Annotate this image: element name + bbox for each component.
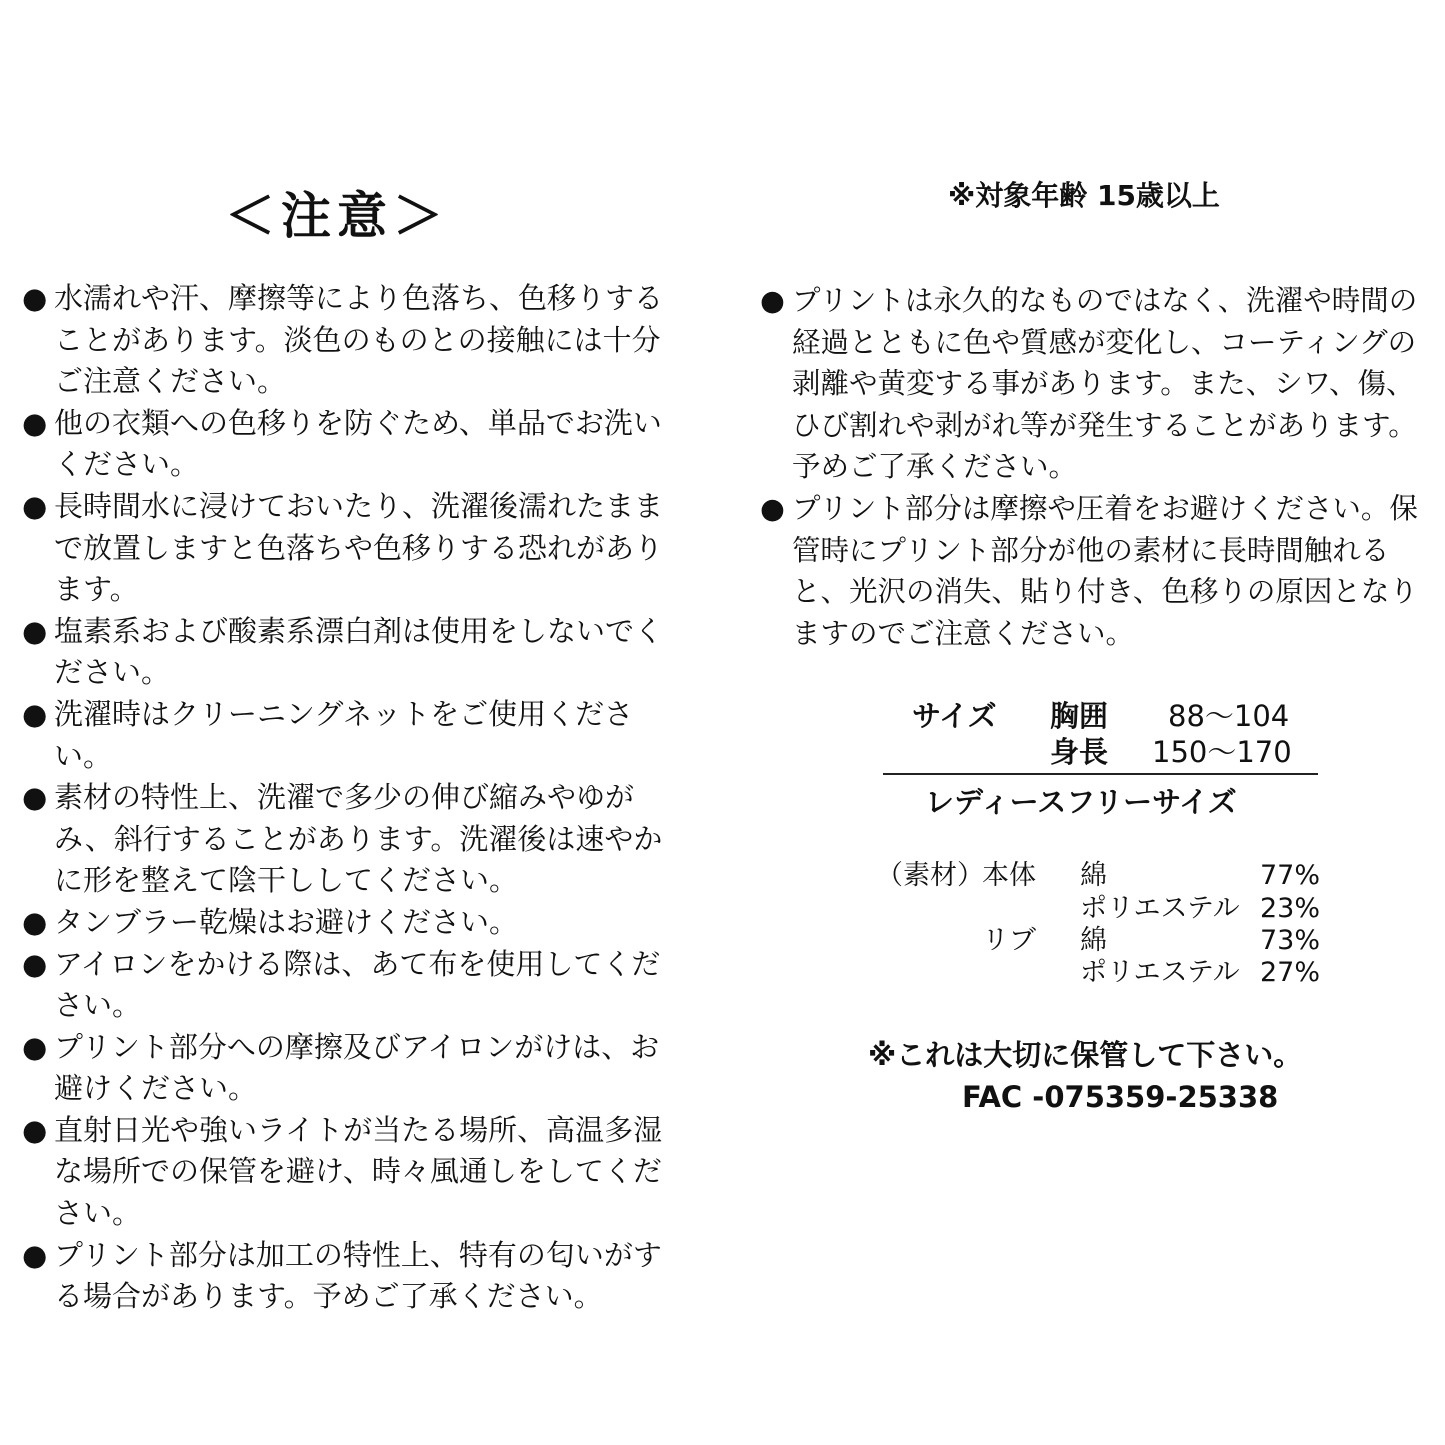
material-part-rib: リブ <box>982 925 1036 956</box>
caution-item: ● プリント部分は加工の特性上、特有の匂いがする場合があります。予めご了承ください。 <box>22 1235 688 1318</box>
size-label: サイズ <box>912 699 997 733</box>
material-percent: 73% <box>1260 925 1321 956</box>
bullet-icon: ● <box>760 284 785 317</box>
material-percent: 27% <box>1260 957 1321 988</box>
caution-list <box>22 278 688 1318</box>
bullet-icon: ● <box>22 1237 48 1272</box>
caution-item: ● アイロンをかける際は、あて布を使用してください。 <box>22 944 688 1027</box>
chest-label: 胸囲 <box>1050 699 1109 733</box>
bullet-icon: ● <box>22 613 48 648</box>
print-caution-item: ● プリント部分は摩擦や圧着をお避けください。保管時にプリント部分が他の素材に長時間触れると、光沢の消失、貼り付き、色移りの原因となりますのでご注意ください。 <box>760 488 1435 654</box>
bullet-icon: ● <box>22 696 48 731</box>
height-value: 150～170 <box>1152 735 1292 769</box>
material-fiber: ポリエステル <box>1080 957 1240 988</box>
material-percent: 23% <box>1260 893 1321 924</box>
material-part-body: 本体 <box>982 860 1036 891</box>
bullet-icon: ● <box>22 1029 48 1064</box>
caution-item: ● 長時間水に浸けておいたり、洗濯後濡れたままで放置しますと色落ちや色移りする恐れがあります。 <box>22 486 688 611</box>
material-percent: 77% <box>1260 860 1321 891</box>
caution-item: ● 洗濯時はクリーニングネットをご使用ください。 <box>22 694 688 777</box>
material-fiber: 綿 <box>1080 860 1107 891</box>
caution-item: ● 直射日光や強いライトが当たる場所、高温多湿な場所での保管を避け、時々風通しをしてください。 <box>22 1110 688 1235</box>
caution-item: ● 水濡れや汗、摩擦等により色落ち、色移りすることがあります。淡色のものとの接触には十分ご注意ください。 <box>22 278 688 403</box>
bullet-icon: ● <box>22 405 48 440</box>
material-fiber: 綿 <box>1080 925 1107 956</box>
bullet-icon: ● <box>22 904 48 939</box>
keep-notice: ※これは大切に保管して下さい。 <box>868 1038 1303 1072</box>
print-caution-list <box>760 280 1435 654</box>
product-code: FAC -075359-25338 <box>962 1080 1279 1114</box>
caution-item: ● 素材の特性上、洗濯で多少の伸び縮みやゆがみ、斜行することがあります。洗濯後は速やかに形を整えて陰干ししてください。 <box>22 777 688 902</box>
size-divider <box>883 773 1318 775</box>
material-fiber: ポリエステル <box>1080 893 1240 924</box>
caution-item: ● タンブラー乾燥はお避けください。 <box>22 902 688 944</box>
bullet-icon: ● <box>22 1112 48 1147</box>
bullet-icon: ● <box>22 281 48 315</box>
free-size-label: レディースフリーサイズ <box>925 785 1237 819</box>
caution-item: ● プリント部分への摩擦及びアイロンがけは、お避けください。 <box>22 1027 688 1110</box>
print-caution-item: ● プリントは永久的なものではなく、洗濯や時間の経過とともに色や質感が変化し、コーティングの剥離や黄変する事があります。また、シワ、傷、ひび割れや剥がれ等が発生することがあります。予めご了承ください。 <box>760 280 1435 488</box>
material-label: （素材） <box>876 860 984 891</box>
bullet-icon: ● <box>760 491 785 525</box>
age-notice: ※対象年齢 15歳以上 <box>948 179 1220 212</box>
bullet-icon: ● <box>22 780 48 815</box>
height-label: 身長 <box>1050 735 1109 769</box>
chest-value: 88～104 <box>1168 699 1290 733</box>
caution-title: ＜注意＞ <box>225 187 449 245</box>
caution-item: ● 他の衣類への色移りを防ぐため、単品でお洗いください。 <box>22 403 688 486</box>
caution-item: ● 塩素系および酸素系漂白剤は使用をしないでください。 <box>22 611 688 694</box>
bullet-icon: ● <box>22 488 48 523</box>
bullet-icon: ● <box>22 946 48 981</box>
